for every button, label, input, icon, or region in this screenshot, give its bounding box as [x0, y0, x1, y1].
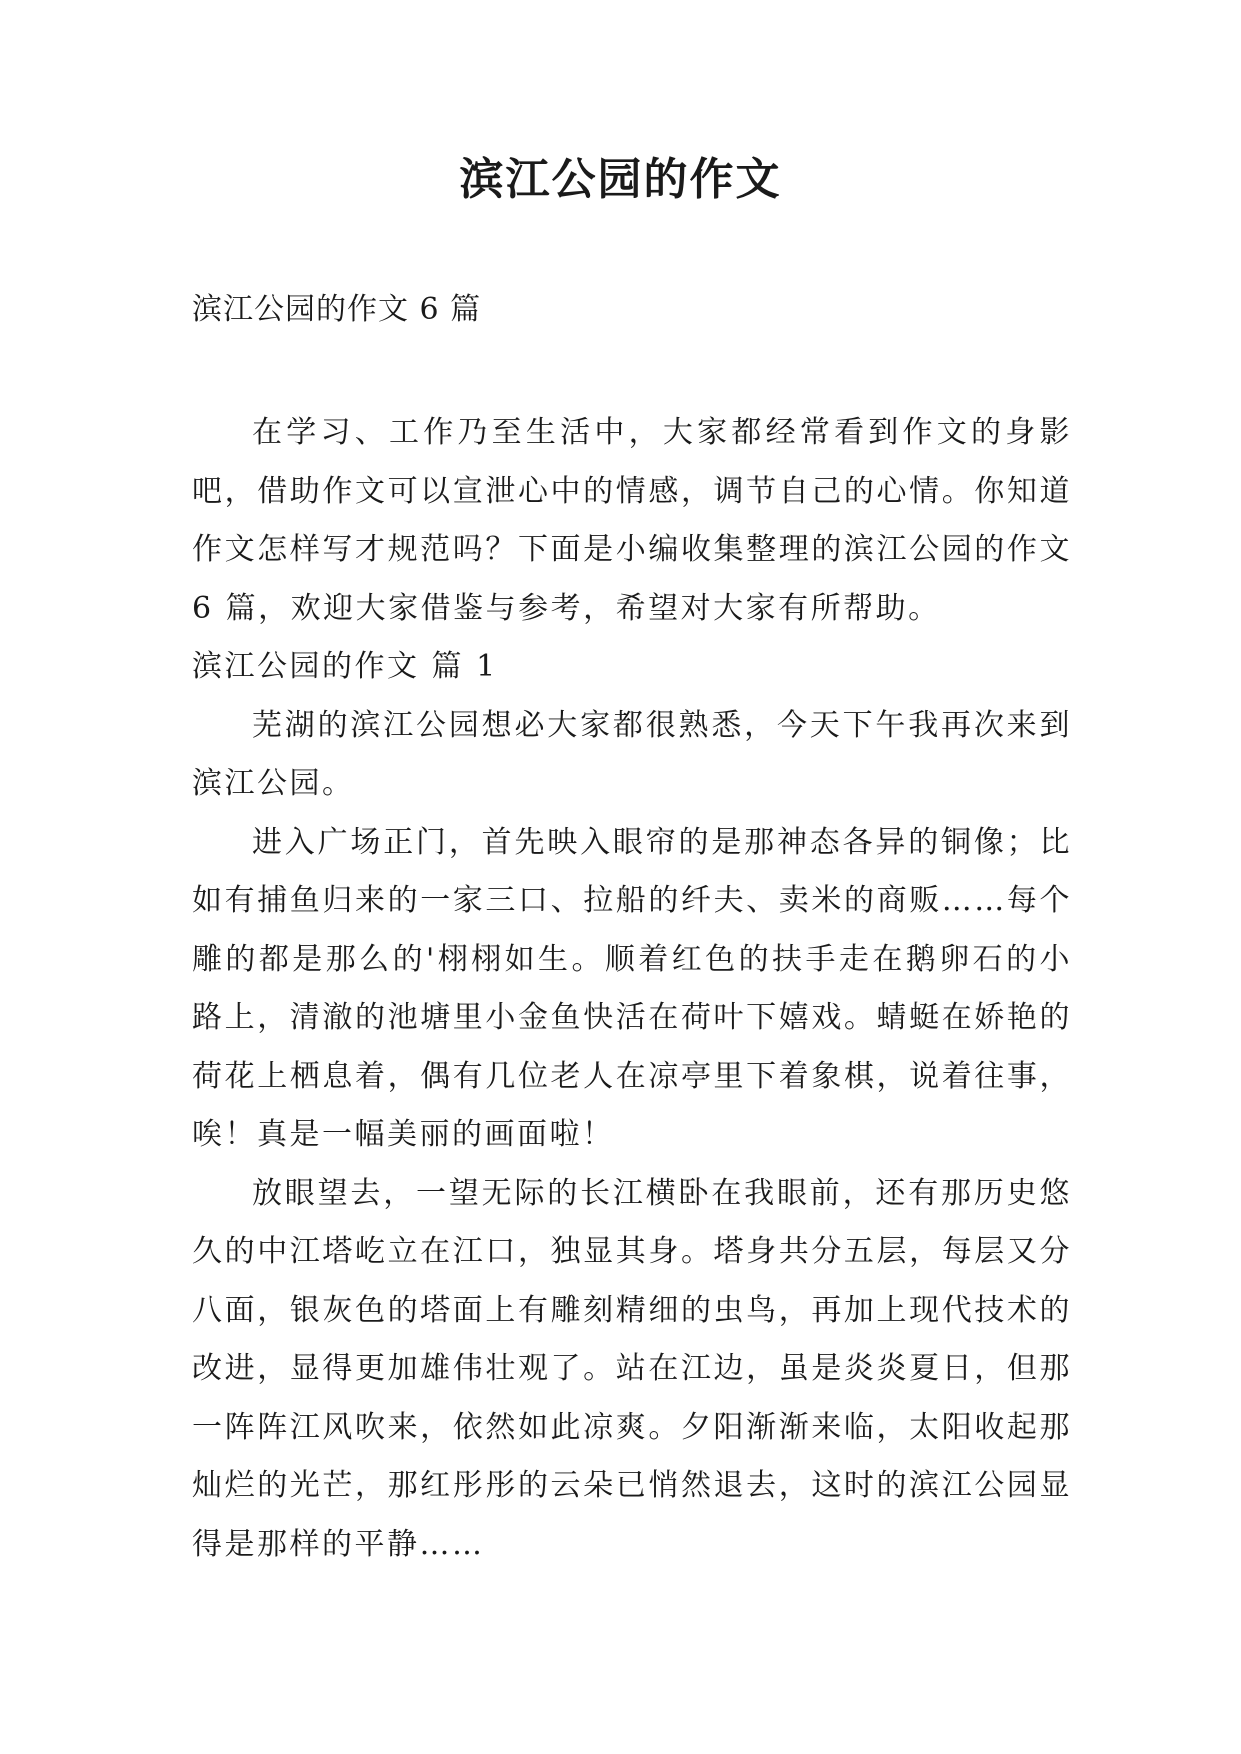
document-subtitle: 滨江公园的作文 6 篇 — [192, 292, 482, 327]
document-body — [192, 404, 1072, 1574]
body-paragraph: 进入广场正门，首先映入眼帘的是那神态各异的铜像；比如有捕鱼归来的一家三口、拉船的纤夫、卖米的商贩……每个雕的都是那么的'栩栩如生。顺着红色的扶手走在鹅卵石的小路上，清澈的池塘里小金鱼快活在荷叶下嬉戏。蜻蜓在娇艳的荷花上栖息着，偶有几位老人在凉亭里下着象棋，说着往事，唉！真是一幅美丽的画面啦！ — [192, 824, 1072, 1152]
body-paragraph: 放眼望去，一望无际的长江横卧在我眼前，还有那历史悠久的中江塔屹立在江口，独显其身。塔身共分五层，每层又分八面，银灰色的塔面上有雕刻精细的虫鸟，再加上现代技术的改进，显得更加雄伟壮观了。站在江边，虽是炎炎夏日，但那一阵阵江风吹来，依然如此凉爽。夕阳渐渐来临，太阳收起那灿烂的光芒，那红彤彤的云朵已悄然退去，这时的滨江公园显得是那样的平静…… — [192, 1175, 1072, 1562]
section-heading: 滨江公园的作文 篇 1 — [192, 649, 498, 684]
intro-paragraph: 在学习、工作乃至生活中，大家都经常看到作文的身影吧，借助作文可以宣泄心中的情感，调节自己的心情。你知道作文怎样写才规范吗？下面是小编收集整理的滨江公园的作文 6 篇，欢迎大家借鉴与参考，希望对大家有所帮助。 — [192, 415, 1072, 626]
body-paragraph: 芜湖的滨江公园想必大家都很熟悉，今天下午我再次来到滨江公园。 — [192, 707, 1072, 801]
document-title: 滨江公园的作文 — [459, 154, 782, 205]
